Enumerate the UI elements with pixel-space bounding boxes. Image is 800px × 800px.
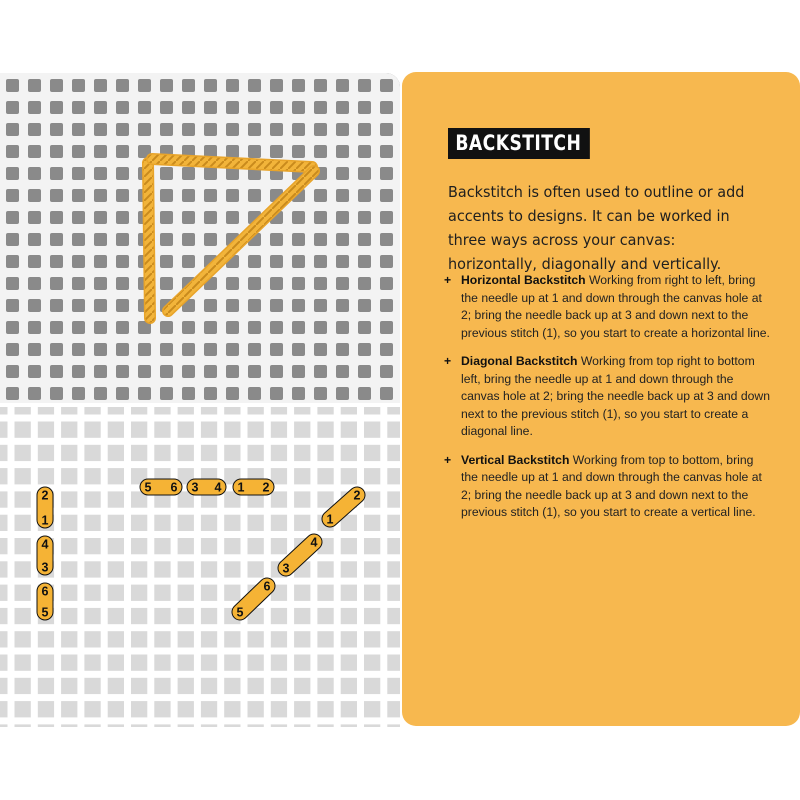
list-item-horizontal	[440, 272, 770, 342]
stitch-number-label: 2	[41, 488, 49, 503]
stitch-number-label: 6	[170, 480, 178, 495]
stitch-number-label: 3	[191, 480, 199, 495]
page-title: BACKSTITCH	[448, 128, 589, 159]
stitch-diagram-grid	[0, 407, 400, 727]
bullet-text: Working from top right to bottom left, bring the needle up at 1 and down through the canvas hole at 2; bring the needle back up at 3 and down next to the previous stitch (1), so you start to create a diagonal line.	[461, 354, 770, 438]
canvas-photo-illustration	[0, 73, 400, 403]
stitch-number-label: 5	[41, 605, 49, 620]
stitch-number-label: 5	[236, 605, 244, 620]
bullet-heading: Diagonal Backstitch	[461, 354, 578, 368]
stitch-number-label: 4	[214, 480, 222, 495]
instruction-list	[440, 272, 770, 533]
plus-icon: +	[444, 273, 452, 287]
stitch-number-label: 1	[237, 480, 245, 495]
canvas-photo	[0, 73, 400, 403]
list-item-diagonal	[440, 353, 770, 441]
plus-icon: +	[444, 354, 452, 368]
stitch-diagram	[0, 407, 400, 727]
stitch-number-label: 1	[326, 512, 334, 527]
stitch-number-label: 4	[41, 537, 49, 552]
bullet-text: Working from top to bottom, bring the needle up at 1 and down through the canvas hole at 2; bring the needle back up at 3 and down next to the previous stitch (1), so you start to create a vertical line.	[461, 452, 762, 519]
stitch-number-label: 2	[262, 480, 270, 495]
intro-paragraph: Backstitch is often used to outline or add accents to designs. It can be worked in three ways across your canvas: horizontally, diagonally and vertically.	[448, 183, 745, 273]
grid-lines	[0, 407, 400, 727]
stitch-number-label: 2	[353, 488, 361, 503]
bullet-heading: Vertical Backstitch	[461, 452, 570, 467]
stitch-number-label: 3	[282, 561, 290, 576]
stitch-number-label: 6	[263, 579, 271, 594]
stitch-number-label: 1	[41, 513, 49, 528]
bullet-heading: Horizontal Backstitch	[461, 273, 586, 287]
plus-icon: +	[444, 452, 452, 467]
bullet-text: Working from right to left, bring the needle up at 1 and down through the canvas hole at 2; bring the needle back up at 3 and down next to the previous stitch (1), so you start to create a horizontal line.	[461, 273, 770, 340]
list-item-vertical	[440, 452, 770, 522]
stitch-number-label: 4	[310, 535, 318, 550]
stitch-number-label: 5	[144, 480, 152, 495]
stitch-number-label: 3	[41, 560, 49, 575]
stitch-number-label: 6	[41, 584, 49, 599]
